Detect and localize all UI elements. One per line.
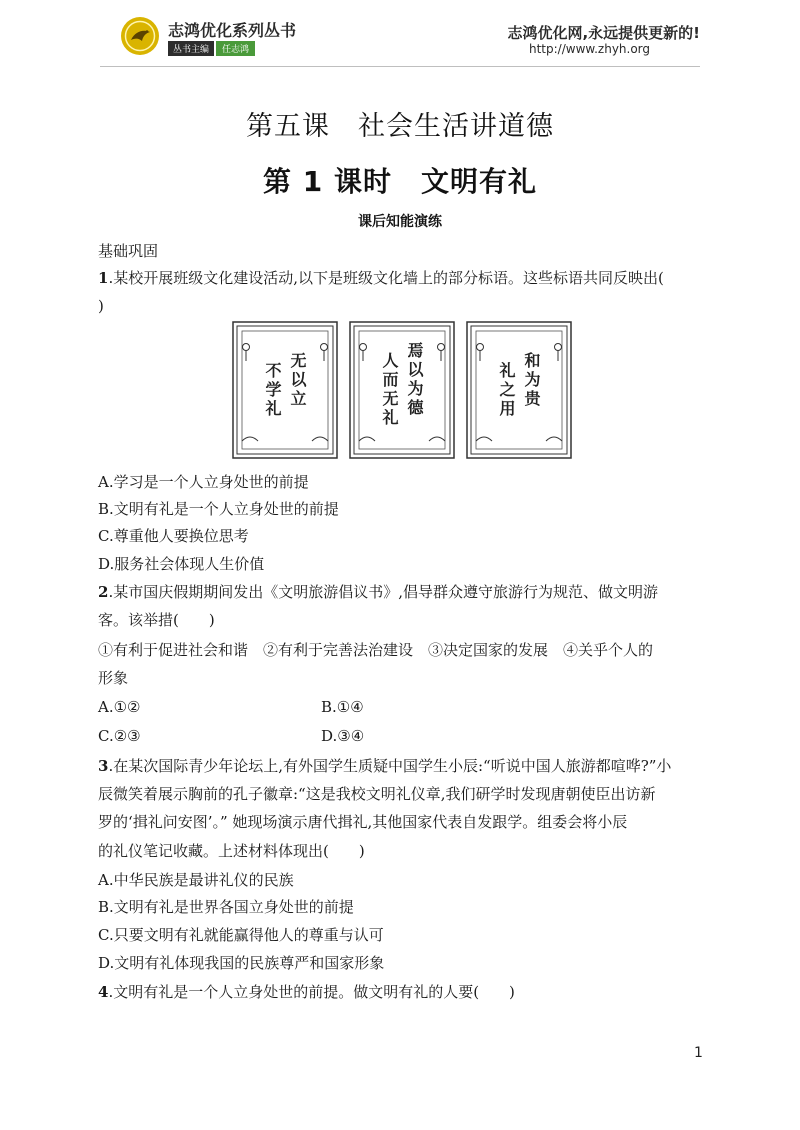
question-number: 3 [98, 757, 109, 775]
q3-stem-line-4: 的礼仪笔记收藏。上述材料体现出( ) [98, 842, 365, 860]
q3-option-a: A.中华民族是最讲礼仪的民族 [98, 871, 294, 889]
section-label: 基础巩固 [98, 242, 159, 260]
header-divider [100, 66, 700, 67]
q1-stem-line-2: ) [98, 297, 104, 315]
slogan-banner [349, 321, 455, 459]
slogan-banner [466, 321, 572, 459]
slogan-banner [232, 321, 338, 459]
question-number: 1 [98, 269, 109, 287]
series-title: 志鸿优化系列丛书 [168, 21, 297, 40]
zhihong-logo-emblem-icon [120, 16, 160, 56]
q2-option-row-2 [98, 726, 365, 746]
banner-column: 礼之用 [497, 361, 516, 419]
q1-option-a: A.学习是一个人立身处世的前提 [98, 473, 309, 491]
q2-option-b: B.①④ [321, 698, 364, 716]
page-header [0, 0, 800, 72]
q2-stem-line-1: 2.某市国庆假期期间发出《文明旅游倡议书》,倡导群众遵守旅游行为规范、做文明游 [98, 583, 658, 601]
q3-option-c: C.只要文明有礼就能赢得他人的尊重与认可 [98, 926, 384, 944]
q2-option-d: D.③④ [321, 727, 365, 745]
q2-statements-line-1: ①有利于促进社会和谐 ②有利于完善法治建设 ③决定国家的发展 ④关乎个人的 [98, 641, 654, 659]
slogan-banners [232, 321, 572, 461]
q3-stem-line-1: 3.在某次国际青少年论坛上,有外国学生质疑中国学生小辰:“听说中国人旅游都喧哗?”小 [98, 757, 672, 775]
q1-option-b: B.文明有礼是一个人立身处世的前提 [98, 500, 339, 518]
q1-stem-line-1: 1.某校开展班级文化建设活动,以下是班级文化墙上的部分标语。这些标语共同反映出( [98, 269, 664, 287]
editor-label: 丛书主编 [168, 41, 214, 56]
banner-column: 人而无礼 [380, 352, 399, 428]
question-number: 2 [98, 583, 109, 601]
editor-name: 任志鸿 [216, 41, 255, 56]
q3-stem-line-3: 罗的‘揖礼问安图’。” 她现场演示唐代揖礼,其他国家代表自发跟学。组委会将小辰 [98, 813, 628, 831]
q2-option-c: C.②③ [98, 727, 141, 745]
q1-option-c: C.尊重他人要换位思考 [98, 527, 249, 545]
period-title: 第 1 课时 文明有礼 [263, 165, 537, 198]
lesson-title: 第五课 社会生活讲道德 [246, 111, 554, 142]
site-slogan: 志鸿优化网,永远提供更新的! [507, 24, 700, 42]
page-number: 1 [694, 1045, 703, 1061]
q2-option-row-1 [98, 697, 364, 717]
q1-option-d: D.服务社会体现人生价值 [98, 555, 265, 573]
editor-credit [168, 41, 255, 56]
q2-stem-line-2: 客。该举措( ) [98, 611, 215, 629]
banner-column: 不学礼 [263, 361, 282, 419]
q3-stem-line-2: 辰微笑着展示胸前的孔子徽章:“这是我校文明礼仪章,我们研学时发现唐朝使臣出访新 [98, 785, 656, 803]
q2-statements-line-2: 形象 [98, 669, 129, 687]
q2-option-a: A.①② [98, 698, 141, 716]
banner-column: 焉以为德 [405, 342, 424, 418]
banner-column: 无以立 [288, 351, 307, 409]
q4-stem-line-1: 4.文明有礼是一个人立身处世的前提。做文明有礼的人要( ) [98, 983, 515, 1001]
q3-option-d: D.文明有礼体现我国的民族尊严和国家形象 [98, 954, 385, 972]
exercise-title: 课后知能演练 [358, 214, 442, 230]
site-url-link[interactable]: http://www.zhyh.org [529, 42, 651, 56]
banner-column: 和为贵 [522, 351, 541, 409]
q3-option-b: B.文明有礼是世界各国立身处世的前提 [98, 898, 354, 916]
question-number: 4 [98, 983, 109, 1001]
